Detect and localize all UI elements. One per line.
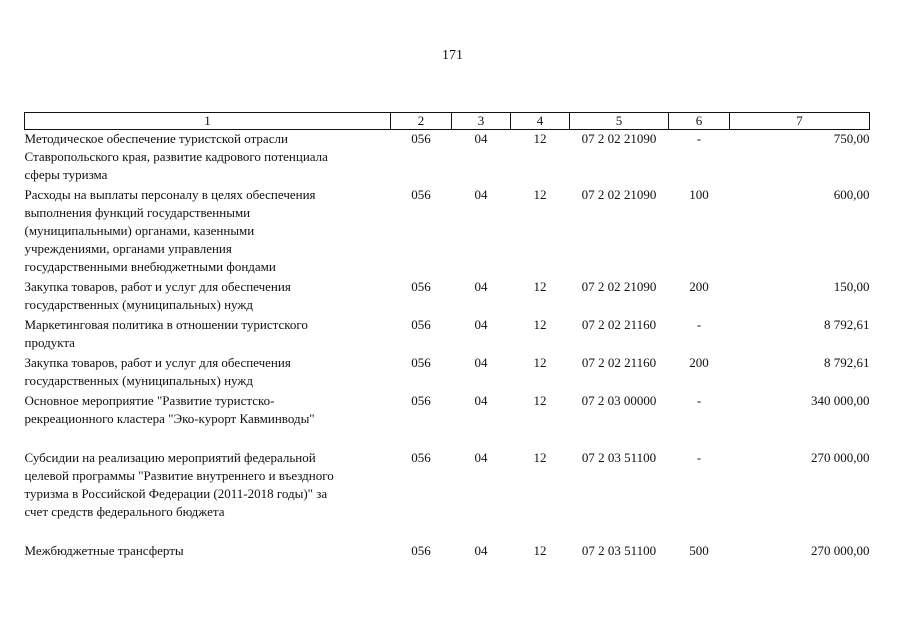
row-name [25, 542, 391, 562]
row-name-line: Закупка товаров, работ и услуг для обеспечения [24, 279, 291, 294]
amount: 340 000,00 [811, 393, 870, 408]
section-code: 04 [474, 131, 488, 146]
ministry-code: 056 [411, 355, 431, 370]
row-name-line: рекреационного кластера "Эко-курорт Кавминводы" [24, 411, 315, 426]
row-name-line: государственных (муниципальных) нужд [24, 297, 253, 312]
row-name-line: Основное мероприятие "Развитие туристско- [24, 393, 275, 408]
subsection-code: 12 [533, 279, 547, 294]
ministry-code: 056 [411, 131, 431, 146]
table-row [25, 354, 870, 392]
subsection-code: 12 [533, 187, 547, 202]
expense-type-code: - [696, 393, 702, 408]
amount: 150,00 [833, 279, 870, 294]
row-name-line: продукта [24, 335, 75, 350]
row-name-line: (муниципальными) органами, казенными [24, 223, 255, 238]
row-name-line: выполнения функций государственными [24, 205, 251, 220]
row-name [25, 130, 391, 187]
row-name-line: Закупка товаров, работ и услуг для обеспечения [24, 355, 291, 370]
subsection-code: 12 [533, 131, 547, 146]
amount: 270 000,00 [811, 543, 870, 558]
row-name-line: Субсидии на реализацию мероприятий федеральной [24, 450, 316, 465]
column-header-7: 7 [730, 113, 870, 130]
target-article-code: 07 2 02 21090 [581, 187, 657, 202]
header-row [25, 113, 870, 130]
target-article-code: 07 2 02 21090 [581, 131, 657, 146]
column-header-2: 2 [391, 113, 452, 130]
row-name [25, 316, 391, 354]
amount: 600,00 [833, 187, 870, 202]
section-code: 04 [474, 355, 488, 370]
row-name-line: учреждениями, органами управления [24, 241, 232, 256]
target-article-code: 07 2 03 51100 [581, 450, 657, 465]
page-number: 171 [442, 48, 463, 63]
expense-type-code: - [696, 450, 702, 465]
amount: 8 792,61 [824, 317, 870, 332]
target-article-code: 07 2 02 21090 [581, 279, 657, 294]
expense-type-code: - [696, 131, 702, 146]
section-code: 04 [474, 279, 488, 294]
row-name [25, 278, 391, 316]
row-name-line: счет средств федерального бюджета [24, 504, 225, 519]
row-name [25, 392, 391, 449]
row-name-line: Ставропольского края, развитие кадрового потенциала [24, 149, 328, 164]
target-article-code: 07 2 02 21160 [581, 355, 657, 370]
table-row [25, 186, 870, 278]
subsection-code: 12 [533, 543, 547, 558]
column-header-1: 1 [25, 113, 391, 130]
section-code: 04 [474, 317, 488, 332]
row-name [25, 354, 391, 392]
row-name-line: государственных (муниципальных) нужд [24, 373, 253, 388]
expense-type-code: 500 [689, 543, 709, 558]
section-code: 04 [474, 450, 488, 465]
section-code: 04 [474, 543, 488, 558]
column-header-6: 6 [669, 113, 730, 130]
subsection-code: 12 [533, 393, 547, 408]
target-article-code: 07 2 03 51100 [581, 543, 657, 558]
subsection-code: 12 [533, 355, 547, 370]
ministry-code: 056 [411, 543, 431, 558]
subsection-code: 12 [533, 450, 547, 465]
amount: 750,00 [833, 131, 870, 146]
row-name-line: государственными внебюджетными фондами [24, 259, 276, 274]
ministry-code: 056 [411, 393, 431, 408]
section-code: 04 [474, 187, 488, 202]
expense-type-code: - [696, 317, 702, 332]
table-row [25, 542, 870, 562]
ministry-code: 056 [411, 279, 431, 294]
row-name [25, 186, 391, 278]
expense-type-code: 100 [689, 187, 709, 202]
row-name-line: целевой программы "Развитие внутреннего и въездного [24, 468, 334, 483]
column-header-3: 3 [452, 113, 511, 130]
ministry-code: 056 [411, 187, 431, 202]
section-code: 04 [474, 393, 488, 408]
amount: 8 792,61 [824, 355, 870, 370]
row-name-line: Расходы на выплаты персоналу в целях обеспечения [24, 187, 316, 202]
ministry-code: 056 [411, 317, 431, 332]
subsection-code: 12 [533, 317, 547, 332]
expense-type-code: 200 [689, 355, 709, 370]
amount: 270 000,00 [811, 450, 870, 465]
expense-type-code: 200 [689, 279, 709, 294]
ministry-code: 056 [411, 450, 431, 465]
row-name [25, 449, 391, 542]
column-header-4: 4 [511, 113, 570, 130]
budget-table [24, 112, 870, 562]
table-row [25, 130, 870, 187]
row-name-line: Межбюджетные трансферты [24, 543, 184, 558]
target-article-code: 07 2 02 21160 [581, 317, 657, 332]
row-name-line: туризма в Российской Федерации (2011-2018 годы)" за [24, 486, 328, 501]
table-row [25, 392, 870, 449]
table-row [25, 449, 870, 542]
table-row [25, 316, 870, 354]
row-name-line: Маркетинговая политика в отношении туристского [24, 317, 308, 332]
table-row [25, 278, 870, 316]
row-name-line: сферы туризма [24, 167, 108, 182]
target-article-code: 07 2 03 00000 [581, 393, 657, 408]
row-name-line: Методическое обеспечение туристской отрасли [24, 131, 288, 146]
column-header-5: 5 [570, 113, 669, 130]
